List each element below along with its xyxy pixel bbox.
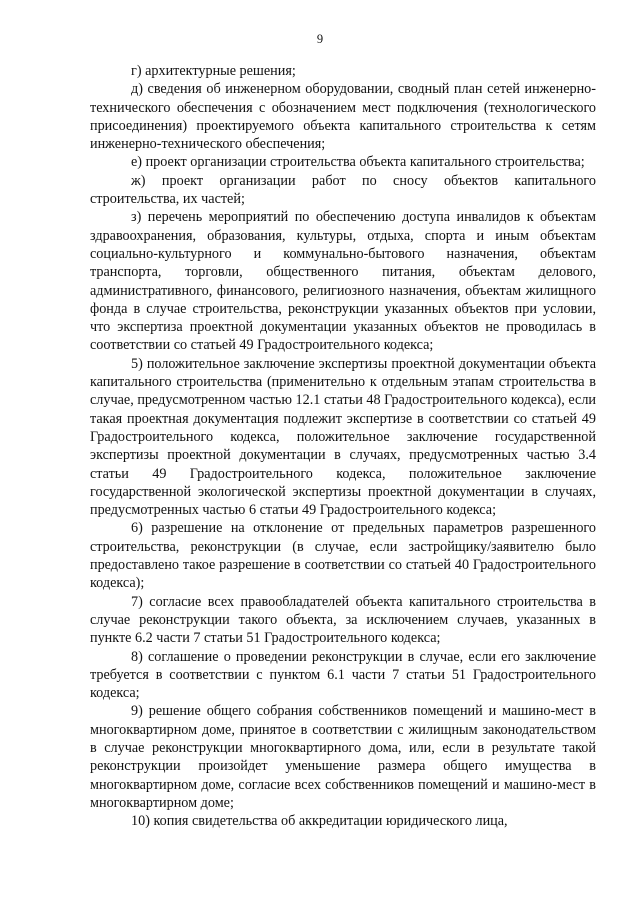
document-body	[90, 62, 596, 830]
paragraph-g-architectural-solutions: г) архитектурные решения;	[131, 63, 296, 79]
paragraph-9-owners-meeting-decision: 9) решение общего собрания собственников помещений и машино-мест в многоквартирном доме, принятое в соответствии с жилищным законодательством в случае реконструкции многоквартирного дома, или, если в результате такой реконструкции произойдет уменьшение размера общего имущества в многоквартирном доме, согласие всех собственников помещений и машино-мест в многоквартирном доме;	[90, 703, 596, 811]
paragraph-6-deviation-permit: 6) разрешение на отклонение от предельных параметров разрешенного строительства, реконструкции (в случае, если застройщику/заявителю было предоставлено такое разрешение в соответствии со статьей 40 Градостроительного кодекса);	[90, 520, 596, 592]
paragraph-e-construction-organization: е) проект организации строительства объекта капитального строительства;	[131, 154, 585, 171]
paragraph-d-engineering-equipment: д) сведения об инженерном оборудовании, сводный план сетей инженерно-технического обеспечения с обозначением мест подключения (технологического присоединения) проектируемого объекта капитального строительства к сетям инженерно-технического обеспечения;	[90, 81, 596, 153]
paragraph-7-owners-consent: 7) согласие всех правообладателей объекта капитального строительства в случае реконструкции такого объекта, за исключением случаев, указанных в пункте 6.2 части 7 статьи 51 Градостроительного кодекса;	[90, 593, 596, 647]
paragraph-z-accessibility-measures: з) перечень мероприятий по обеспечению доступа инвалидов к объектам здравоохранения, образования, культуры, отдыха, спорта и иным объектам социально-культурного и коммунально-бытового назначения, объектам транспорта, торговли, общественного питания, объектам делового, административного, финансового, религиозного назначения, объектам жилищного фонда в случае строительства, реконструкции указанных объектов при условии, что экспертиза проектной документации указанных объектов не проводилась в соответствии со статьей 49 Градостроительного кодекса;	[90, 209, 596, 354]
paragraph-8-reconstruction-agreement: 8) соглашение о проведении реконструкции в случае, если его заключение требуется в соответствии с пунктом 6.1 части 7 статьи 51 Градостроительного кодекса;	[90, 648, 596, 702]
paragraph-10-accreditation-certificate: 10) копия свидетельства об аккредитации юридического лица,	[131, 813, 508, 830]
page-number: 9	[316, 32, 324, 46]
paragraph-zh-demolition-project: ж) проект организации работ по сносу объектов капитального строительства, их частей;	[90, 172, 596, 208]
paragraph-5-expertise-conclusion: 5) положительное заключение экспертизы проектной документации объекта капитального строительства (применительно к отдельным этапам строительства в случае, предусмотренном частью 12.1 статьи 48 Градостроительного кодекса), если такая проектная документация подлежит экспертизе в соответствии со статьей 49 Градостроительного кодекса, положительное заключение государственной экспертизы проектной документации в случаях, предусмотренных частью 3.4 статьи 49 Градостроительного кодекса, положительное заключение государственной экологической экспертизы проектной документации в случаях, предусмотренных частью 6 статьи 49 Градостроительного кодекса;	[90, 355, 596, 519]
